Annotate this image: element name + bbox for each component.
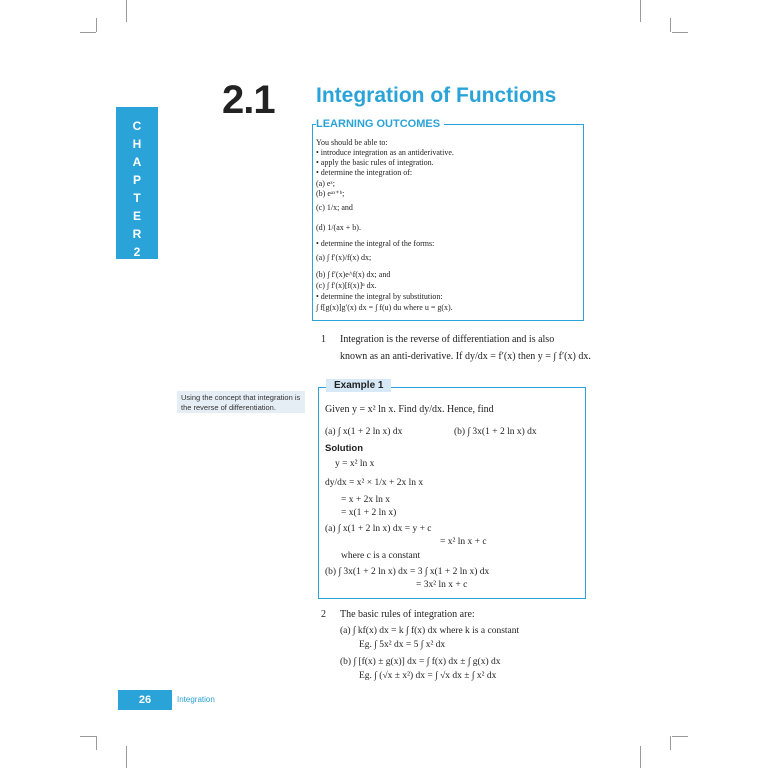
chapter-tab — [116, 107, 158, 259]
learning-outcome-line: ∫ f[g(x)]g′(x) dx = ∫ f(u) du where u = g(x). — [316, 303, 453, 312]
crop-mark — [672, 32, 688, 33]
crop-mark — [96, 18, 97, 32]
chapter-letter: A — [132, 155, 142, 169]
learning-outcome-line: (a) ∫ f′(x)/f(x) dx; — [316, 253, 372, 262]
crop-mark — [670, 18, 671, 32]
crop-mark — [80, 32, 96, 33]
section-number: 2.1 — [222, 78, 275, 122]
section-title: Integration of Functions — [316, 84, 557, 107]
solution-line: = 3x² ln x + c — [416, 580, 468, 590]
crop-mark — [126, 0, 127, 22]
rule-example: Eg. ∫ 5x² dx = 5 ∫ x² dx — [359, 640, 446, 650]
rule-text: (a) ∫ kf(x) dx = k ∫ f(x) dx where k is a constant — [340, 626, 520, 636]
chapter-letter: T — [133, 191, 141, 205]
rule-text: (b) ∫ [f(x) ± g(x)] dx = ∫ f(x) dx ± ∫ g(x) dx — [340, 657, 501, 667]
learning-outcome-line: • determine the integration of: — [316, 168, 413, 177]
learning-outcome-line: (b) eᵃˣ⁺ᵇ; — [316, 189, 345, 198]
crop-mark — [80, 736, 96, 737]
learning-outcome-line: (d) 1/(ax + b). — [316, 223, 361, 232]
learning-outcome-line: (c) 1/x; and — [316, 203, 353, 212]
chapter-letter: R — [132, 227, 142, 241]
footer-label: Integration — [177, 695, 215, 704]
learning-outcome-line: • determine the integral by substitution: — [316, 292, 443, 301]
point-text: The basic rules of integration are: — [340, 609, 475, 620]
learning-outcome-line: (b) ∫ f′(x)e^f(x) dx; and — [316, 270, 391, 279]
crop-mark — [640, 0, 641, 22]
solution-line: dy/dx = x² × 1/x + 2x ln x — [325, 478, 424, 488]
crop-mark — [126, 746, 127, 768]
point-number: 1 — [321, 334, 326, 345]
chapter-letter: E — [132, 209, 141, 223]
chapter-letter: C — [132, 119, 142, 133]
solution-line: = x(1 + 2 ln x) — [341, 508, 397, 518]
learning-outcome-line: • introduce integration as an antiderivative. — [316, 148, 454, 157]
crop-mark — [670, 736, 671, 750]
chapter-letter: P — [132, 173, 141, 187]
point-text: known as an anti-derivative. If dy/dx = f′(x) then y = ∫ f′(x) dx. — [340, 351, 591, 362]
crop-mark — [672, 736, 688, 737]
solution-line: = x² ln x + c — [440, 537, 487, 547]
solution-line: where c is a constant — [341, 551, 421, 561]
page-number: 26 — [118, 690, 172, 710]
chapter-letter: H — [132, 137, 142, 151]
solution-line: (a) ∫ x(1 + 2 ln x) dx = y + c — [325, 524, 432, 534]
learning-outcomes-heading: LEARNING OUTCOMES — [316, 118, 444, 130]
chapter-number: 2 — [133, 245, 141, 259]
example-part-b: (b) ∫ 3x(1 + 2 ln x) dx — [454, 427, 537, 437]
learning-outcome-line: • apply the basic rules of integration. — [316, 158, 434, 167]
crop-mark — [96, 736, 97, 750]
solution-line: = x + 2x ln x — [341, 495, 390, 505]
point-text: Integration is the reverse of differentiation and is also — [340, 334, 555, 345]
crop-mark — [640, 746, 641, 768]
learning-outcome-line: (c) ∫ f′(x)[f(x)]ⁿ dx. — [316, 281, 377, 290]
solution-label: Solution — [325, 443, 363, 454]
point-number: 2 — [321, 609, 326, 620]
example-heading: Example 1 — [326, 379, 391, 392]
solution-line: y = x² ln x — [335, 459, 375, 469]
learning-outcome-line: You should be able to: — [316, 138, 388, 147]
learning-outcome-line: • determine the integral of the forms: — [316, 239, 435, 248]
example-question: Given y = x² ln x. Find dy/dx. Hence, find — [325, 404, 494, 415]
margin-note: Using the concept that integration is the reverse of differentiation. — [177, 391, 305, 413]
rule-example: Eg. ∫ (√x ± x²) dx = ∫ √x dx ± ∫ x² dx — [359, 671, 497, 681]
solution-line: (b) ∫ 3x(1 + 2 ln x) dx = 3 ∫ x(1 + 2 ln x) dx — [325, 567, 490, 577]
example-part-a: (a) ∫ x(1 + 2 ln x) dx — [325, 427, 403, 437]
learning-outcome-line: (a) eˣ; — [316, 179, 335, 188]
